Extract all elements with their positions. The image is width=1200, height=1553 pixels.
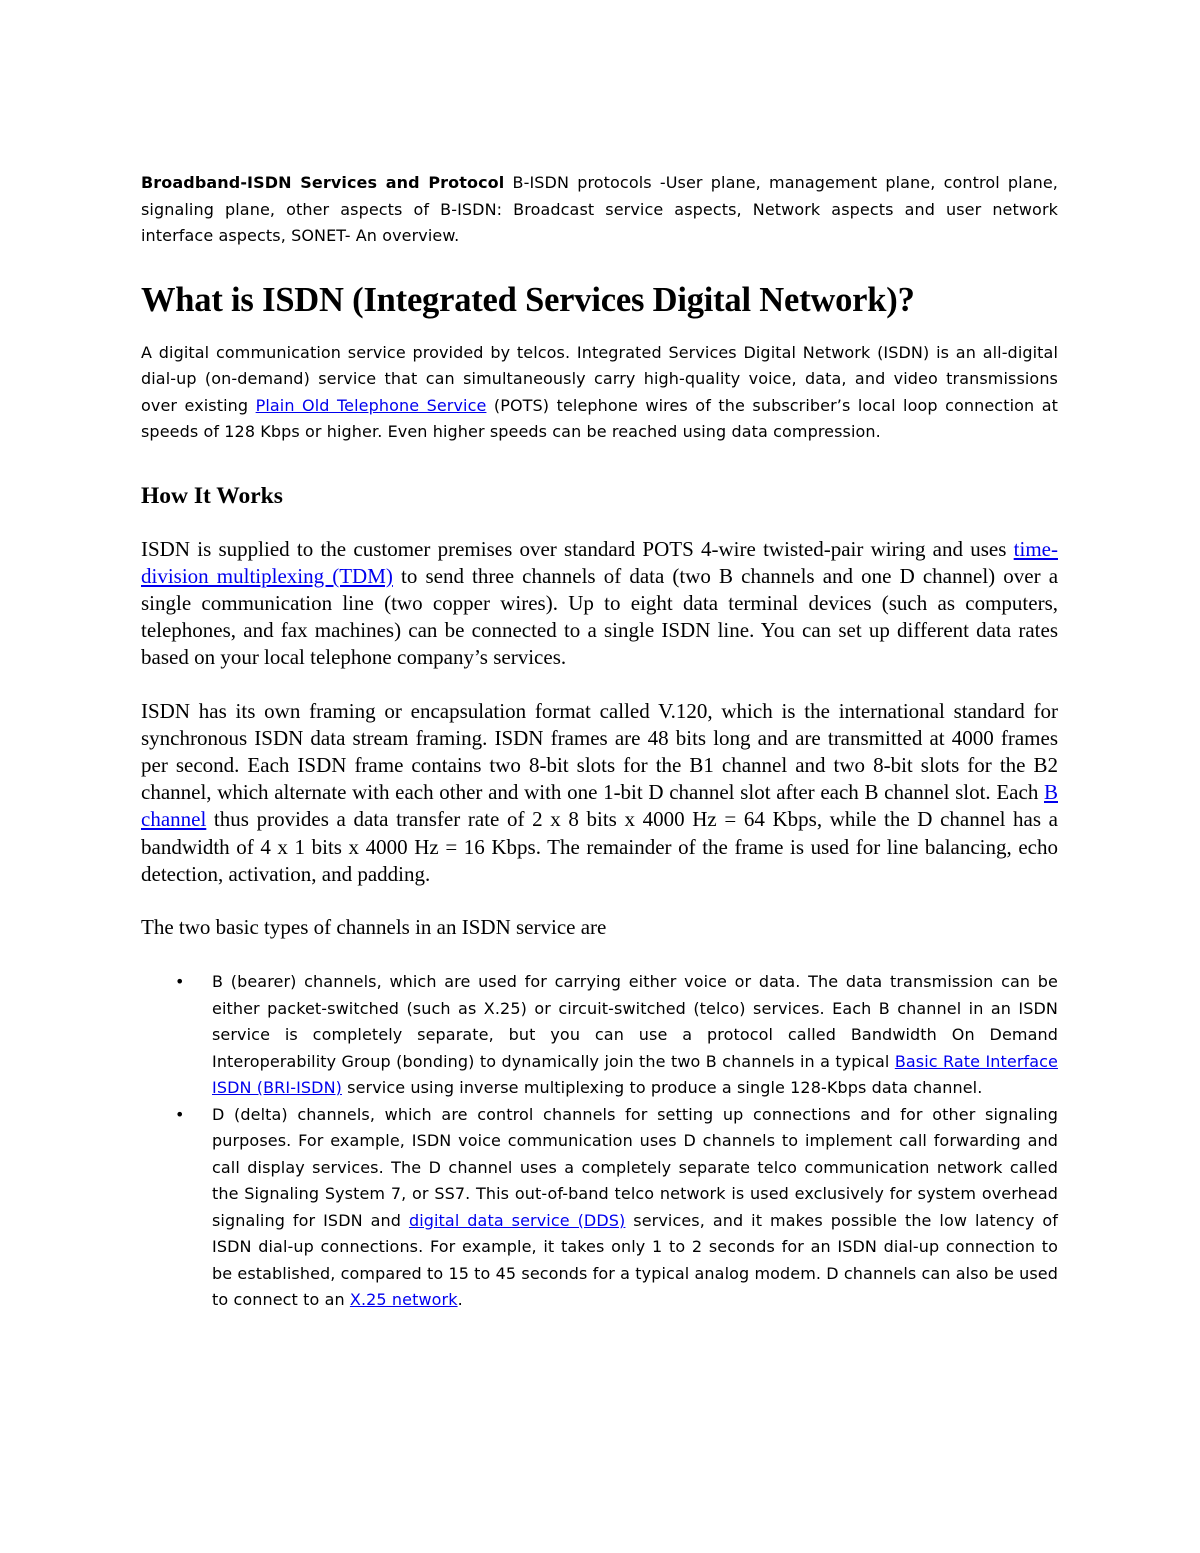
what-text-2: (POTS) telephone wires of the subscriber’s local loop connection at speeds of 128 Kbps or higher. Even higher speeds can be reached using data compression.	[141, 395, 1058, 441]
d-channel-text-2: services, and it makes possible the low latency of ISDN dial-up connections. For example, it takes only 1 to 2 seconds for an ISDN dial-up connection to be established, compared to 15 to 45 seconds for a typical analog modem. D channels can also be used to connect to an	[212, 1210, 1058, 1310]
channel-types-list	[141, 969, 1058, 1314]
paragraph-how-1	[141, 536, 1058, 672]
paragraph-what-is-isdn	[141, 340, 1058, 446]
b-channel-text-2: service using inverse multiplexing to produce a single 128-Kbps data channel.	[341, 1078, 983, 1098]
how2-text-1: ISDN has its own framing or encapsulation format called V.120, which is the international standard for synchronous ISDN data stream framing. ISDN frames are 48 bits long and are transmitted at 4000 frames per second. Each ISDN frame contains two 8-bit slots for the B1 channel and two 8-bit slots for the B2 channel, which alternate with each other and with one 1-bit D channel slot after each B channel slot. Each	[141, 698, 1058, 805]
bullet-dot-icon: •	[175, 1104, 185, 1124]
what-text-1: A digital communication service provided by telcos. Integrated Services Digital Network (ISDN) is an all-digital dial-up (on-demand) service that can simultaneously carry high-quality voice, data, and video transmissions over existing	[141, 342, 1058, 415]
how1-text-1: ISDN is supplied to the customer premises over standard POTS 4-wire twisted-pair wiring and uses	[141, 536, 1014, 561]
b-channel-text-1: B (bearer) channels, which are used for carrying either voice or data. The data transmission can be either packet-switched (such as X.25) or circuit-switched (telco) services. Each B channel in an ISDN service is completely separate, but you can use a protocol called Bandwidth On Demand Interoperability Group (bonding) to dynamically join the two B channels in a typical	[212, 972, 1058, 1071]
paragraph-how-3: The two basic types of channels in an ISDN service are	[141, 914, 607, 939]
bullet-dot-icon: •	[175, 972, 185, 992]
link-time-division-multiplexing[interactable]: time-division multiplexing (TDM)	[141, 536, 1058, 588]
link-b-channel[interactable]: B channel	[141, 780, 1058, 832]
paragraph-how-2	[141, 698, 1058, 888]
how1-text-2: to send three channels of data (two B channels and one D channel) over a single communication line (two copper wires). Up to eight data terminal devices (such as computers, telephones, and fax machines) can be connected to a single ISDN line. You can set up different data rates based on your local telephone company’s services.	[141, 563, 1059, 670]
document-page	[141, 170, 1058, 1314]
link-x25-network[interactable]: X.25 network	[349, 1290, 458, 1310]
d-channel-text-end: .	[457, 1290, 463, 1310]
link-digital-data-service[interactable]: digital data service (DDS)	[408, 1210, 626, 1230]
list-item-b-channel	[141, 969, 1058, 1102]
heading-what-is-isdn: What is ISDN (Integrated Services Digital Network)?	[141, 280, 915, 319]
list-item-d-channel	[141, 1102, 1058, 1314]
link-plain-old-telephone-service[interactable]: Plain Old Telephone Service	[255, 395, 487, 415]
link-basic-rate-interface[interactable]: Basic Rate Interface ISDN (BRI-ISDN)	[212, 1051, 1058, 1098]
intro-paragraph	[141, 170, 1058, 250]
d-channel-text-1: D (delta) channels, which are control channels for setting up connections and for other signaling purposes. For example, ISDN voice communication uses D channels to implement call forwarding and call display services. The D channel uses a completely separate telco communication network called the Signaling System 7, or SS7. This out-of-band telco network is used exclusively for system overhead signaling for ISDN and	[212, 1104, 1058, 1230]
how2-text-2: thus provides a data transfer rate of 2 x 8 bits x 4000 Hz = 64 Kbps, while the D channel has a bandwidth of 4 x 1 bits x 4000 Hz = 16 Kbps. The remainder of the frame is used for line balancing, echo detection, activation, and padding.	[141, 807, 1058, 886]
intro-bold-lead: Broadband-ISDN Services and Protocol	[141, 173, 505, 192]
heading-how-it-works: How It Works	[141, 482, 283, 509]
intro-text: B-ISDN protocols -User plane, management plane, control plane, signaling plane, other aspects of B-ISDN: Broadcast service aspects, Network aspects and user network interface aspects, SONET- An overview.	[141, 173, 1058, 245]
